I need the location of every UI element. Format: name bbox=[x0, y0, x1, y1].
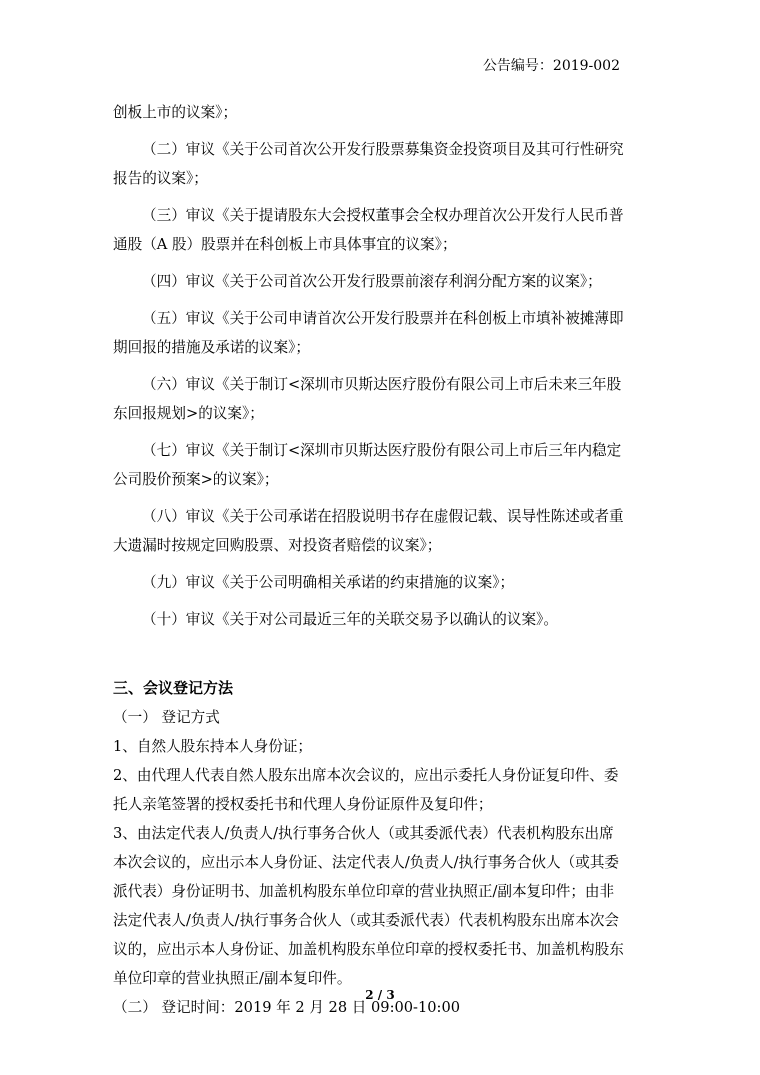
agenda-item-line: （二）审议《关于公司首次公开发行股票募集资金投资项目及其可行性研究 bbox=[142, 141, 624, 158]
agenda-item-5 bbox=[113, 304, 653, 362]
agenda-item-line: 东回报规划>的议案》； bbox=[113, 405, 264, 422]
paragraph-line: 本次会议的，应出示本人身份证、法定代表人/负责人/执行事务合伙人（或其委 bbox=[113, 854, 620, 871]
paragraph-line: 法定代表人/负责人/执行事务合伙人（或其委派代表）代表机构股东出席本次会 bbox=[113, 912, 620, 929]
agenda-item-3 bbox=[113, 201, 653, 259]
registration-paragraph-3 bbox=[113, 819, 653, 993]
agenda-item-1-tail: 创板上市的议案》； bbox=[113, 104, 238, 121]
document-body bbox=[113, 98, 653, 1022]
agenda-item-line: （八）审议《关于公司承诺在招股说明书存在虚假记载、误导性陈述或者重 bbox=[142, 508, 624, 525]
paragraph-line: 托人亲笔签署的授权委托书和代理人身份证原件及复印件； bbox=[113, 796, 493, 813]
agenda-item-7 bbox=[113, 436, 653, 494]
agenda-item-line: 公司股价预案>的议案》； bbox=[113, 471, 279, 488]
agenda-item-line: （十）审议《关于对公司最近三年的关联交易予以确认的议案》。 bbox=[142, 611, 558, 628]
agenda-item-line: 通股（A 股）股票并在科创板上市具体事宜的议案》； bbox=[113, 236, 457, 253]
paragraph-line: 2、由代理人代表自然人股东出席本次会议的，应出示委托人身份证复印件、委 bbox=[113, 767, 619, 784]
paragraph-line: 单位印章的营业执照正/副本复印件。 bbox=[113, 970, 352, 987]
registration-paragraph-2 bbox=[113, 761, 653, 819]
registration-paragraph-1 bbox=[113, 732, 653, 761]
paragraph-line: 1、自然人股东持本人身份证； bbox=[113, 738, 313, 755]
agenda-item-line: 大遗漏时按规定回购股票、对投资者赔偿的议案》； bbox=[113, 537, 442, 554]
agenda-item-line: 报告的议案》； bbox=[113, 170, 208, 187]
paragraph-line: 派代表）身份证明书、加盖机构股东单位印章的营业执照正/副本复印件；由非 bbox=[113, 883, 615, 900]
paragraph-line: 议的，应出示本人身份证、加盖机构股东单位印章的授权委托书、加盖机构股东 bbox=[113, 941, 624, 958]
agenda-item-2 bbox=[113, 135, 653, 193]
agenda-item-line: （五）审议《关于公司申请首次公开发行股票并在科创板上市填补被摊薄即 bbox=[142, 310, 624, 327]
subsection-registration-time: （二） 登记时间：2019 年 2 月 28 日 09:00-10:00 bbox=[113, 999, 461, 1016]
agenda-item-line: （四）审议《关于公司首次公开发行股票前滚存利润分配方案的议案》； bbox=[142, 273, 602, 290]
agenda-item-line: （六）审议《关于制订<深圳市贝斯达医疗股份有限公司上市后未来三年股 bbox=[142, 376, 622, 393]
agenda-item-8 bbox=[113, 502, 653, 560]
agenda-item-line: （七）审议《关于制订<深圳市贝斯达医疗股份有限公司上市后三年内稳定 bbox=[142, 442, 622, 459]
agenda-item-9 bbox=[113, 568, 653, 597]
agenda-item-4 bbox=[113, 267, 653, 296]
section-title-registration: 三、会议登记方法 bbox=[113, 679, 234, 697]
agenda-item-line: （三）审议《关于提请股东大会授权董事会全权办理首次公开发行人民币普 bbox=[142, 207, 624, 224]
agenda-item-line: 期回报的措施及承诺的议案》； bbox=[113, 339, 311, 356]
announcement-number: 公告编号：2019-002 bbox=[482, 58, 620, 74]
paragraph-line: 3、由法定代表人/负责人/执行事务合伙人（或其委派代表）代表机构股东出席 bbox=[113, 825, 614, 842]
subsection-registration-method: （一） 登记方式 bbox=[113, 709, 220, 726]
page-number: 2 / 3 bbox=[365, 988, 395, 1002]
agenda-item-10 bbox=[113, 605, 653, 634]
agenda-item-6 bbox=[113, 370, 653, 428]
agenda-item-line: （九）审议《关于公司明确相关承诺的约束措施的议案》； bbox=[142, 574, 515, 591]
